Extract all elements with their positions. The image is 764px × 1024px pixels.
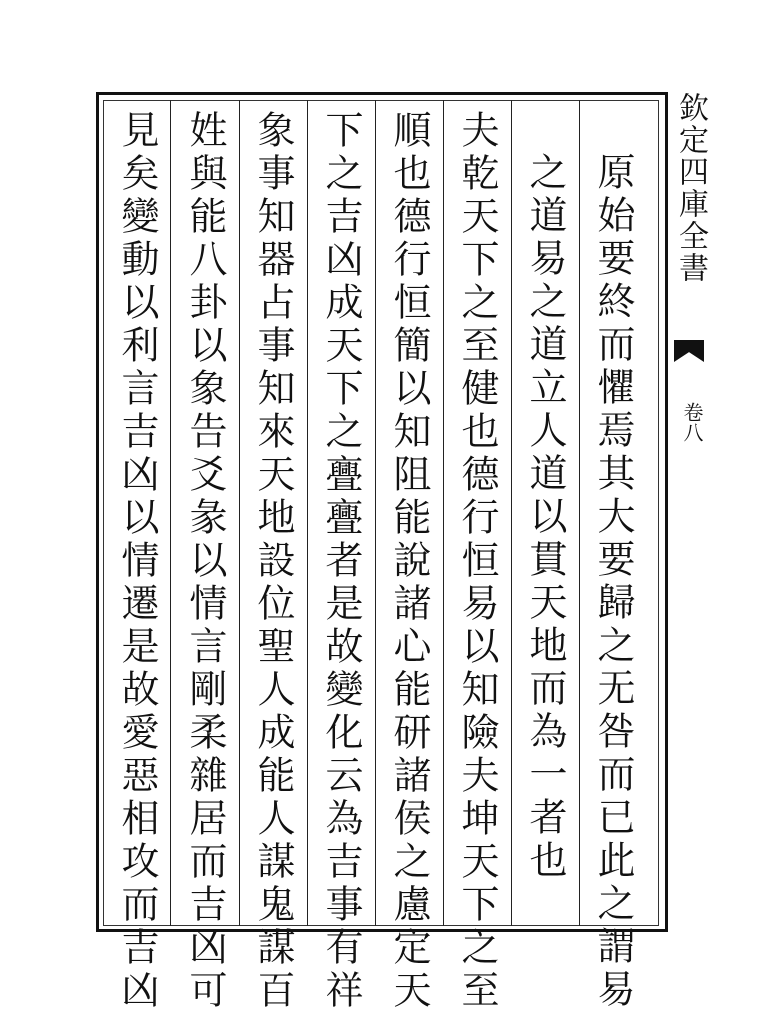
fishtail-mark — [674, 340, 704, 362]
text-column-3: 夫乾天下之至健也德行恒易以知險夫坤天下之至 — [455, 110, 499, 1013]
text-column-7: 姓與能八卦以象告爻彖以情言剛柔雜居而吉凶可 — [183, 110, 227, 1013]
column-rule — [443, 100, 444, 926]
volume-label: 卷八 — [680, 402, 704, 442]
text-column-8: 見矣變動以利言吉凶以情遷是故愛惡相攻而吉凶 — [115, 110, 159, 1013]
text-column-2: 之道易之道立人道以貫天地而為一者也 — [523, 152, 567, 883]
column-rule — [511, 100, 512, 926]
text-column-4: 順也德行恒簡以知阻能說諸心能研諸侯之慮定天 — [387, 110, 431, 1013]
page-margin — [668, 92, 712, 932]
column-rule — [579, 100, 580, 926]
text-column-1: 原始要終而懼焉其大要歸之无咎而已此之謂易 — [591, 152, 635, 1012]
column-rule — [170, 100, 171, 926]
column-rule — [307, 100, 308, 926]
text-column-6: 象事知器占事知來天地設位聖人成能人謀鬼謀百 — [251, 110, 295, 1013]
book-title: 欽定四庫全書 — [673, 92, 708, 284]
text-column-5: 下之吉凶成天下之亹亹者是故變化云為吉事有祥 — [319, 110, 363, 1013]
column-rule — [239, 100, 240, 926]
column-rule — [375, 100, 376, 926]
